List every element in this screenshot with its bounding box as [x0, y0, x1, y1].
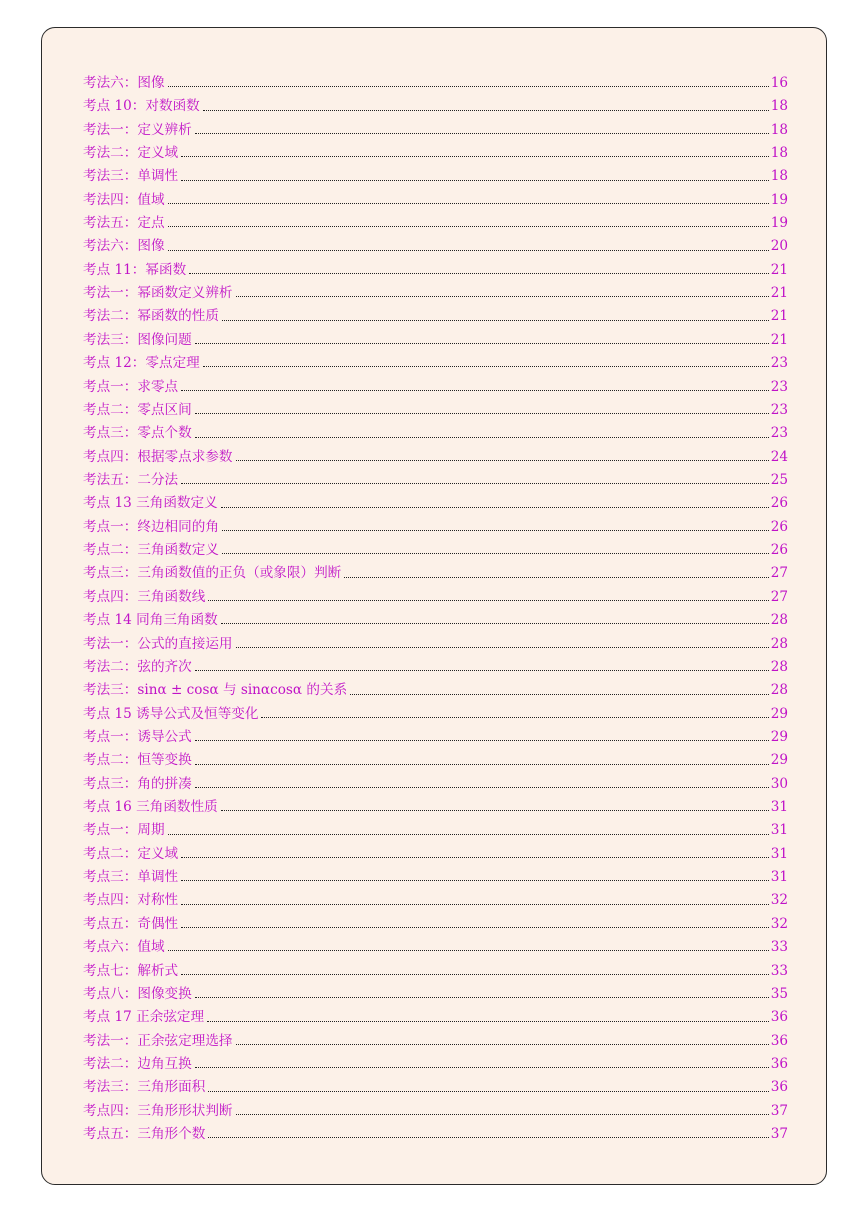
toc-entry-page-number: 26	[770, 518, 788, 535]
toc-entry-label: 考法二：弦的齐次	[83, 658, 192, 675]
toc-entry[interactable]	[83, 539, 788, 562]
toc-entry[interactable]	[83, 563, 788, 586]
dot-leader	[222, 553, 769, 554]
toc-entry-label: 考点二：零点区间	[83, 401, 192, 418]
toc-entry-page-number: 19	[770, 215, 788, 232]
toc-entry-page-number: 33	[770, 939, 788, 956]
toc-entry-label: 考法一：公式的直接运用	[83, 635, 233, 652]
toc-entry-label: 考点一：诱导公式	[83, 728, 192, 745]
toc-entry-label: 考法五：二分法	[83, 471, 179, 488]
toc-entry[interactable]	[83, 1030, 788, 1053]
toc-entry[interactable]	[83, 656, 788, 679]
dot-leader	[208, 1091, 768, 1092]
toc-entry-label: 考法三：sinα ± cosα 与 sinαcosα 的关系	[83, 682, 348, 699]
dot-leader	[203, 110, 769, 111]
toc-entry[interactable]	[83, 703, 788, 726]
dot-leader	[236, 1044, 769, 1045]
toc-entry-page-number: 18	[770, 121, 788, 138]
dot-leader	[195, 1067, 769, 1068]
toc-entry[interactable]	[83, 586, 788, 609]
toc-entry-label: 考法三：单调性	[83, 168, 179, 185]
toc-entry-page-number: 29	[770, 728, 788, 745]
toc-entry-page-number: 37	[770, 1126, 788, 1143]
toc-entry-page-number: 20	[770, 238, 788, 255]
toc-entry-label: 考法三：图像问题	[83, 331, 192, 348]
dot-leader	[181, 904, 769, 905]
toc-entry[interactable]	[83, 773, 788, 796]
toc-entry[interactable]	[83, 609, 788, 632]
toc-entry[interactable]	[83, 165, 788, 188]
toc-entry-page-number: 32	[770, 892, 788, 909]
dot-leader	[168, 834, 769, 835]
dot-leader	[195, 343, 769, 344]
toc-entry-label: 考点一：周期	[83, 822, 165, 839]
toc-entry[interactable]	[83, 983, 788, 1006]
toc-entry-page-number: 24	[770, 448, 788, 465]
dot-leader	[168, 203, 769, 204]
dot-leader	[195, 997, 769, 998]
toc-entry[interactable]	[83, 329, 788, 352]
toc-entry-label: 考点四：三角函数线	[83, 588, 206, 605]
toc-entry-page-number: 36	[770, 1009, 788, 1026]
toc-entry[interactable]	[83, 446, 788, 469]
toc-entry[interactable]	[83, 516, 788, 539]
toc-entry-label: 考法二：边角互换	[83, 1055, 192, 1072]
dot-leader	[236, 647, 769, 648]
toc-entry[interactable]	[83, 679, 788, 702]
toc-entry-label: 考法二：定义域	[83, 144, 179, 161]
dot-leader	[195, 437, 769, 438]
toc-entry[interactable]	[83, 866, 788, 889]
toc-entry-label: 考法三：三角形面积	[83, 1079, 206, 1096]
toc-entry-page-number: 28	[770, 612, 788, 629]
toc-entry-label: 考点三：三角函数值的正负（或象限）判断	[83, 565, 342, 582]
dot-leader	[222, 530, 769, 531]
dot-leader	[168, 226, 769, 227]
toc-entry-page-number: 29	[770, 705, 788, 722]
toc-entry-label: 考点三：角的拼凑	[83, 775, 192, 792]
toc-entry-label: 考点 10：对数函数	[83, 98, 200, 115]
toc-entry[interactable]	[83, 259, 788, 282]
dot-leader	[208, 1137, 768, 1138]
toc-entry[interactable]	[83, 890, 788, 913]
toc-entry-page-number: 27	[770, 565, 788, 582]
dot-leader	[203, 366, 769, 367]
toc-entry[interactable]	[83, 492, 788, 515]
toc-entry-label: 考点四：根据零点求参数	[83, 448, 233, 465]
dot-leader	[181, 974, 769, 975]
toc-entry-label: 考法六：图像	[83, 74, 165, 91]
toc-entry-label: 考点 16 三角函数性质	[83, 799, 218, 816]
toc-entry[interactable]	[83, 352, 788, 375]
toc-entry-page-number: 29	[770, 752, 788, 769]
dot-leader	[168, 950, 769, 951]
toc-entry[interactable]	[83, 306, 788, 329]
toc-entry-label: 考点 15 诱导公式及恒等变化	[83, 705, 259, 722]
toc-entry-label: 考点三：零点个数	[83, 425, 192, 442]
toc-entry-page-number: 23	[770, 401, 788, 418]
dot-leader	[195, 133, 769, 134]
toc-entry-page-number: 28	[770, 635, 788, 652]
toc-entry[interactable]	[83, 236, 788, 259]
toc-entry-page-number: 18	[770, 144, 788, 161]
table-of-contents	[83, 72, 788, 1147]
dot-leader	[195, 764, 769, 765]
toc-entry[interactable]	[83, 399, 788, 422]
dot-leader	[181, 483, 769, 484]
toc-entry-label: 考点八：图像变换	[83, 985, 192, 1002]
dot-leader	[195, 787, 769, 788]
toc-entry-label: 考点五：三角形个数	[83, 1126, 206, 1143]
toc-entry-page-number: 31	[770, 869, 788, 886]
toc-entry-page-number: 21	[770, 331, 788, 348]
toc-entry-label: 考法二：幂函数的性质	[83, 308, 219, 325]
toc-entry-label: 考法六：图像	[83, 238, 165, 255]
toc-entry-page-number: 19	[770, 191, 788, 208]
toc-entry-label: 考法五：定点	[83, 215, 165, 232]
dot-leader	[344, 577, 768, 578]
toc-entry-label: 考点四：对称性	[83, 892, 179, 909]
toc-entry[interactable]	[83, 282, 788, 305]
toc-entry-page-number: 31	[770, 822, 788, 839]
toc-entry-label: 考点三：单调性	[83, 869, 179, 886]
toc-entry-label: 考法一：幂函数定义辨析	[83, 285, 233, 302]
toc-entry[interactable]	[83, 1123, 788, 1146]
toc-entry[interactable]	[83, 95, 788, 118]
toc-entry-page-number: 32	[770, 915, 788, 932]
dot-leader	[261, 717, 768, 718]
toc-entry-label: 考点四：三角形形状判断	[83, 1102, 233, 1119]
toc-entry-label: 考法一：定义辨析	[83, 121, 192, 138]
toc-entry[interactable]	[83, 376, 788, 399]
dot-leader	[181, 880, 769, 881]
toc-entry[interactable]	[83, 960, 788, 983]
toc-entry[interactable]	[83, 1006, 788, 1029]
dot-leader	[181, 156, 769, 157]
toc-entry-label: 考点七：解析式	[83, 962, 179, 979]
toc-entry-label: 考点二：定义域	[83, 845, 179, 862]
toc-entry[interactable]	[83, 1076, 788, 1099]
dot-leader	[236, 460, 769, 461]
toc-entry-page-number: 36	[770, 1032, 788, 1049]
toc-entry-page-number: 18	[770, 168, 788, 185]
toc-entry-page-number: 23	[770, 425, 788, 442]
toc-entry-page-number: 28	[770, 682, 788, 699]
toc-entry-label: 考点 11：幂函数	[83, 261, 187, 278]
dot-leader	[168, 86, 769, 87]
toc-entry-label: 考点 14 同角三角函数	[83, 612, 218, 629]
toc-entry-page-number: 16	[770, 74, 788, 91]
dot-leader	[195, 670, 769, 671]
toc-entry[interactable]	[83, 913, 788, 936]
toc-entry-label: 考点一：终边相同的角	[83, 518, 219, 535]
dot-leader	[168, 250, 769, 251]
toc-entry[interactable]	[83, 796, 788, 819]
toc-entry[interactable]	[83, 843, 788, 866]
toc-entry[interactable]	[83, 726, 788, 749]
toc-entry[interactable]	[83, 212, 788, 235]
dot-leader	[221, 810, 769, 811]
toc-entry-page-number: 31	[770, 845, 788, 862]
dot-leader	[221, 623, 769, 624]
toc-entry-page-number: 36	[770, 1055, 788, 1072]
toc-entry[interactable]	[83, 749, 788, 772]
toc-entry[interactable]	[83, 72, 788, 95]
toc-entry-label: 考点六：值域	[83, 939, 165, 956]
toc-entry-page-number: 21	[770, 308, 788, 325]
toc-entry-page-number: 18	[770, 98, 788, 115]
dot-leader	[207, 1021, 769, 1022]
toc-entry-page-number: 31	[770, 799, 788, 816]
dot-leader	[181, 180, 769, 181]
toc-entry-label: 考点五：奇偶性	[83, 915, 179, 932]
toc-entry-page-number: 28	[770, 658, 788, 675]
toc-entry-label: 考点 13 三角函数定义	[83, 495, 218, 512]
dot-leader	[195, 740, 769, 741]
dot-leader	[208, 600, 768, 601]
dot-leader	[222, 320, 769, 321]
dot-leader	[181, 857, 769, 858]
dot-leader	[181, 390, 769, 391]
toc-entry-page-number: 36	[770, 1079, 788, 1096]
toc-entry[interactable]	[83, 1053, 788, 1076]
toc-entry[interactable]	[83, 422, 788, 445]
toc-entry[interactable]	[83, 1100, 788, 1123]
dot-leader	[181, 927, 769, 928]
dot-leader	[236, 1114, 769, 1115]
dot-leader	[350, 694, 769, 695]
dot-leader	[195, 413, 769, 414]
toc-entry-page-number: 33	[770, 962, 788, 979]
toc-entry-page-number: 21	[770, 261, 788, 278]
dot-leader	[189, 273, 769, 274]
toc-entry[interactable]	[83, 936, 788, 959]
toc-entry-page-number: 26	[770, 542, 788, 559]
toc-entry-page-number: 23	[770, 355, 788, 372]
toc-entry-label: 考法四：值域	[83, 191, 165, 208]
toc-entry-label: 考点二：三角函数定义	[83, 542, 219, 559]
toc-entry-label: 考点二：恒等变换	[83, 752, 192, 769]
toc-entry-label: 考法一：正余弦定理选择	[83, 1032, 233, 1049]
toc-entry-label: 考点 12：零点定理	[83, 355, 200, 372]
toc-entry-label: 考点一：求零点	[83, 378, 179, 395]
toc-entry-page-number: 30	[770, 775, 788, 792]
toc-entry-page-number: 35	[770, 985, 788, 1002]
toc-entry-page-number: 26	[770, 495, 788, 512]
toc-entry[interactable]	[83, 142, 788, 165]
toc-entry-page-number: 23	[770, 378, 788, 395]
dot-leader	[236, 296, 769, 297]
toc-entry-page-number: 25	[770, 471, 788, 488]
toc-entry-page-number: 37	[770, 1102, 788, 1119]
toc-entry[interactable]	[83, 189, 788, 212]
toc-entry[interactable]	[83, 633, 788, 656]
dot-leader	[221, 507, 769, 508]
toc-entry-page-number: 27	[770, 588, 788, 605]
toc-entry-page-number: 21	[770, 285, 788, 302]
toc-entry-label: 考点 17 正余弦定理	[83, 1009, 205, 1026]
toc-entry[interactable]	[83, 469, 788, 492]
toc-entry[interactable]	[83, 820, 788, 843]
toc-entry[interactable]	[83, 119, 788, 142]
